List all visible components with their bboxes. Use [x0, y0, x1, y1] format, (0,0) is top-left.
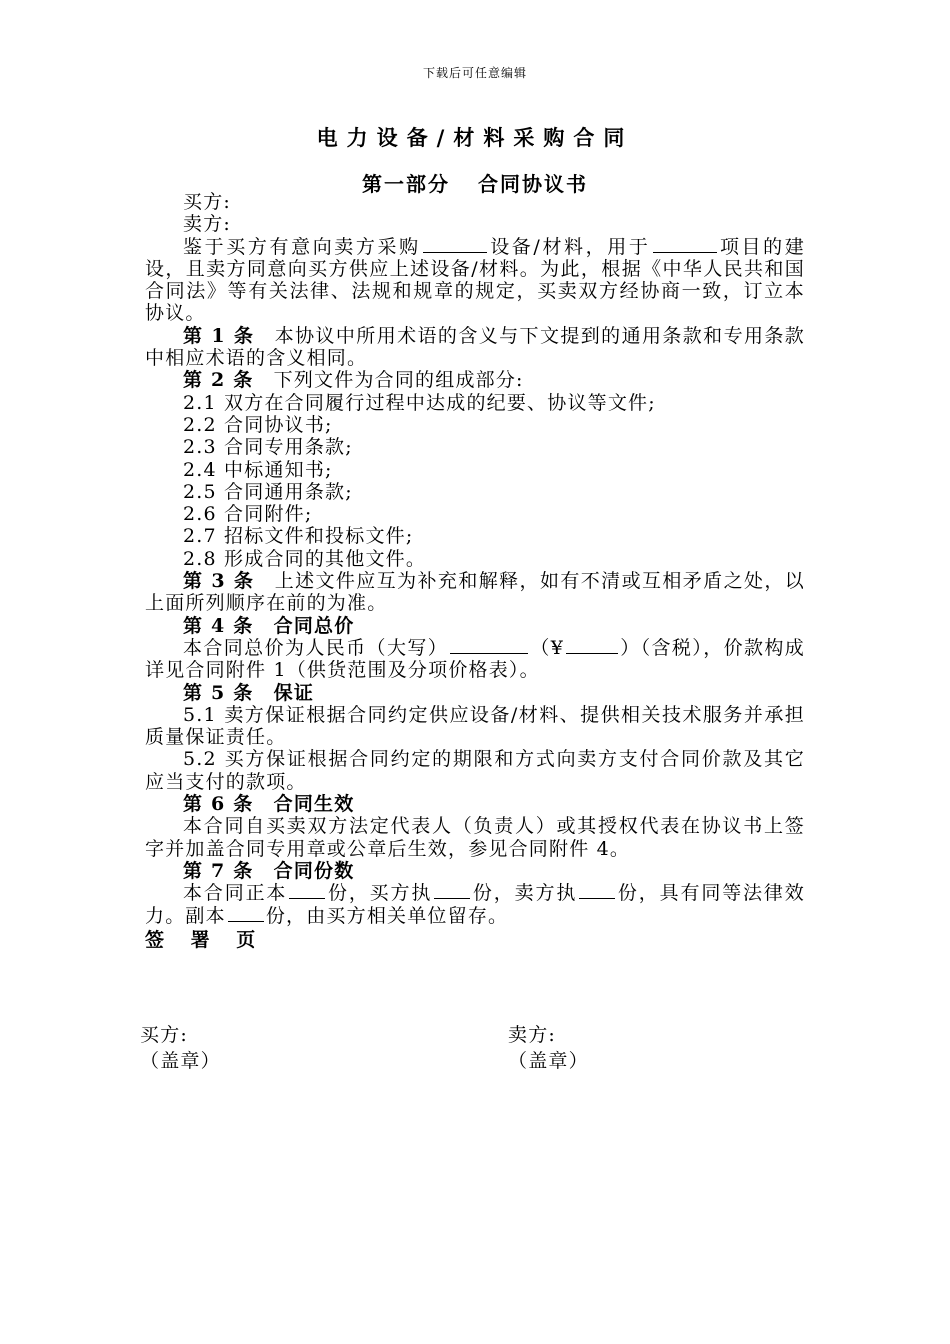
article-5-clause-2: 5.2 买方保证根据合同约定的期限和方式向卖方支付合同价款及其它应当支付的款项。: [145, 748, 805, 793]
article-1: [145, 325, 805, 370]
part-title-name: 合同协议书: [478, 172, 588, 196]
list-item: 2.8 形成合同的其他文件。: [183, 547, 427, 570]
list-item: 2.6 合同附件;: [183, 503, 313, 526]
seller-seal-label: （盖章）: [508, 1050, 589, 1072]
article-7-text-1: 本合同正本: [183, 882, 288, 905]
article-7-text-3: 份，卖方执: [472, 882, 578, 905]
article-5-heading: 第 5 条 保证: [183, 681, 315, 704]
intro-paragraph: [145, 236, 805, 325]
intro-text-2: 设备/材料，用于: [488, 235, 651, 258]
intro-text-1: 鉴于买方有意向卖方采购: [183, 235, 421, 258]
copy-count-blank: [228, 905, 264, 922]
article-3-text: 上述文件应互为补充和解释，如有不清或互相矛盾之处，以上面所列顺序在前的为准。: [145, 570, 806, 615]
article-4-heading: 第 4 条 合同总价: [183, 614, 355, 637]
document-title: 电力设备/材料采购合同: [316, 125, 634, 150]
buyer-signature: [140, 1022, 360, 1074]
list-item: 2.4 中标通知书;: [183, 458, 333, 481]
project-blank: [653, 236, 717, 253]
buyer-count-blank: [434, 882, 470, 899]
list-item: 2.3 合同专用条款;: [183, 436, 353, 459]
list-item: 2.1 双方在合同履行过程中达成的纪要、协议等文件;: [183, 391, 656, 414]
article-4-text-1: 本合同总价为人民币（大写）: [183, 636, 449, 659]
price-figure-blank: [566, 637, 618, 654]
list-item: 2.7 招标文件和投标文件;: [183, 525, 414, 548]
article-7-text-5: 份，由买方相关单位留存。: [265, 904, 509, 927]
buyer-line: 买方:: [183, 191, 232, 213]
original-count-blank: [289, 882, 325, 899]
article-7-text: [145, 882, 805, 927]
article-3-heading: 第 3 条: [183, 570, 255, 593]
contract-body: [145, 191, 805, 951]
intro-text-3: 项目的建设，且卖方同意向买方供应上述设备/材料。为此，根据《中华人民共和国合同法》等有关法律、法规和规章的规定，买卖双方经协商一致，订立本协议。: [145, 235, 805, 325]
signature-page-title: 签 署 页: [145, 928, 266, 951]
part-title-number: 第一部分: [362, 172, 450, 196]
article-7-heading: 第 7 条 合同份数: [183, 859, 355, 882]
article-2: [145, 369, 805, 391]
article-2-heading: 第 2 条: [183, 369, 254, 392]
buyer-seal-label: （盖章）: [140, 1050, 221, 1072]
article-6-heading: 第 6 条 合同生效: [183, 793, 355, 816]
list-item: 2.2 合同协议书;: [183, 413, 333, 436]
article-4-text-2: （¥: [530, 636, 565, 659]
seller-signature: [508, 1022, 728, 1074]
article-7-text-2: 份，买方执: [327, 882, 433, 905]
price-words-blank: [450, 637, 528, 654]
seller-count-blank: [579, 882, 615, 899]
article-4-text: [145, 637, 805, 682]
article-4-text-3: ）（含税），价款构成详见合同附件 1（供货范围及分项价格表）。: [145, 636, 805, 682]
article-5-clause-1: 5.1 卖方保证根据合同约定供应设备/材料、提供相关技术服务并承担质量保证责任。: [145, 703, 805, 749]
list-item: 2.5 合同通用条款;: [183, 480, 353, 503]
article-7-text-4: 份，具有同等法律效力。副本: [145, 882, 805, 927]
article-6-text: 本合同自买卖双方法定代表人（负责人）或其授权代表在协议书上签字并加盖合同专用章或公章后生效，参见合同附件 4。: [145, 815, 805, 860]
header-note: 下载后可任意编辑: [422, 66, 527, 80]
buyer-signature-label: 买方:: [140, 1024, 189, 1046]
article-3: [145, 570, 805, 615]
article-2-text: 下列文件为合同的组成部分:: [273, 369, 524, 392]
article-1-text: 本协议中所用术语的含义与下文提到的通用条款和专用条款中相应术语的含义相同。: [145, 324, 806, 370]
equipment-blank: [423, 236, 487, 253]
seller-line: 卖方:: [183, 213, 232, 236]
seller-signature-label: 卖方:: [508, 1024, 557, 1046]
article-1-heading: 第 1 条: [183, 324, 255, 347]
